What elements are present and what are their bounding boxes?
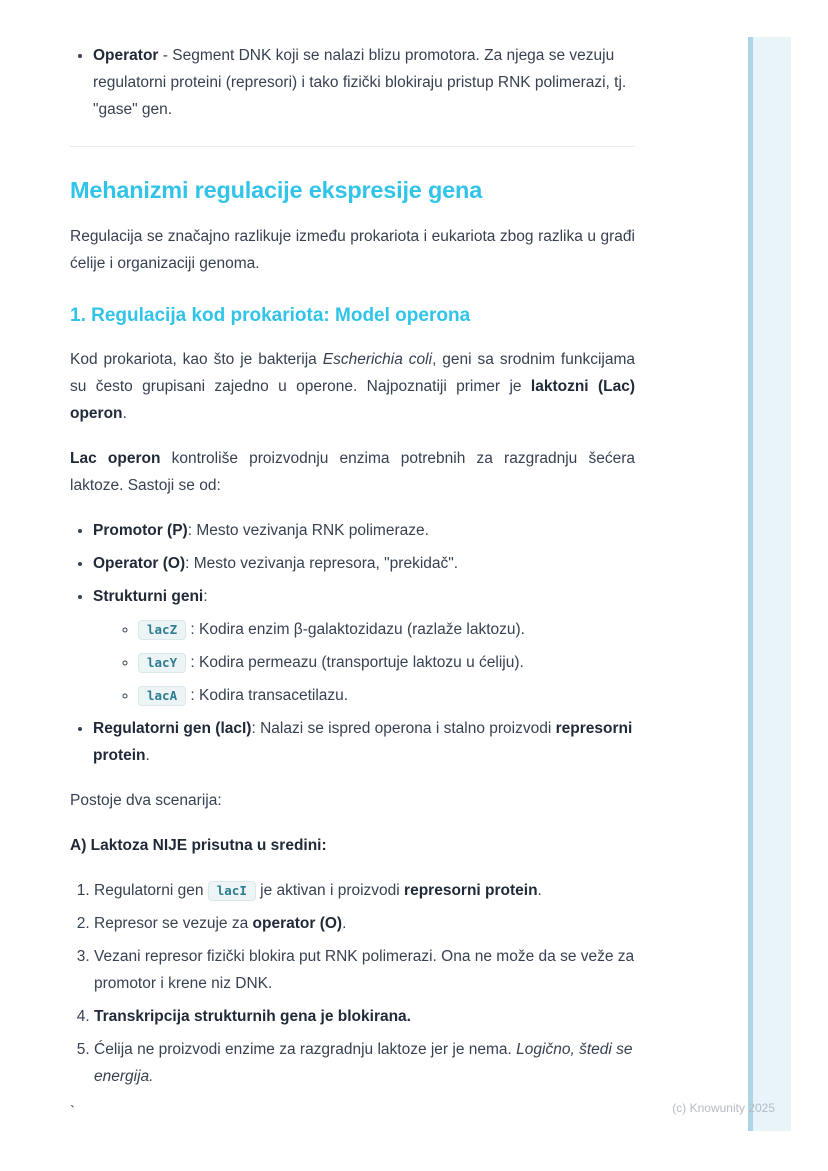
bold-text: operator (O) [252, 915, 343, 932]
operator-definition-list [70, 42, 635, 123]
component-bullet-item [93, 517, 635, 544]
text-run: : Mesto vezivanja RNK polimeraze. [187, 522, 429, 539]
page-edge-highlight-bar [748, 37, 791, 1131]
bold-text: represorni protein [93, 720, 633, 764]
text-run: Vezani represor fizički blokira put RNK polimerazi. Ona ne može da se veže za promotor i krene niz DNK. [94, 948, 635, 992]
italic-text: Logično, štedi se energija. [94, 1041, 633, 1085]
text-run: , geni sa srodnim funkcijama su često grupisani zajedno u operone. Najpoznatiji primer je [70, 351, 636, 395]
text-run: : Kodira enzim β-galaktozidazu (razlaže laktozu). [186, 621, 525, 638]
bold-text: Transkripcija strukturnih gena je blokirana. [94, 1008, 411, 1025]
text-run: je aktivan i proizvodi [255, 882, 405, 899]
sub-list-item [138, 682, 635, 709]
scenario-a-heading [70, 832, 635, 859]
prokaryote-paragraph-1 [70, 346, 635, 427]
step-item [94, 1036, 635, 1090]
inline-code-tag: lacA [138, 686, 186, 706]
text-run: Regulacija se značajno razlikuje između prokariota i eukariota zbog razlika u građi ćelije i organizaciji genoma. [70, 228, 635, 272]
step-item [94, 1003, 635, 1030]
bold-text: laktozni (Lac) operon [70, 378, 635, 422]
structural-genes-sub-list [93, 616, 635, 709]
text-run: : Kodira permeazu (transportuje laktozu u ćeliju). [186, 654, 524, 671]
bold-text: Lac operon [70, 450, 161, 467]
component-bullet-item [93, 715, 635, 769]
stray-backtick-mark: ` [70, 1103, 75, 1120]
text-run: Represor se vezuje za [94, 915, 253, 932]
bold-text: Regulatorni gen (lacI) [93, 720, 252, 737]
sub-list-item [138, 649, 635, 676]
step-item [94, 910, 635, 937]
lac-operon-components-list [70, 517, 635, 769]
text-run: . [342, 915, 347, 932]
text-run: : Mesto vezivanja represora, "prekidač". [185, 555, 459, 572]
inline-code-tag: lacI [208, 881, 256, 901]
scenarios-intro-paragraph [70, 787, 635, 814]
mechanisms-intro-paragraph [70, 223, 635, 277]
scenario-a-steps-list [70, 877, 635, 1090]
text-run: . [122, 405, 127, 422]
bold-text: A) Laktoza NIJE prisutna u sredini: [70, 837, 327, 854]
text-run: Postoje dva scenarija: [70, 792, 222, 809]
text-run: . [145, 747, 150, 764]
italic-text: Escherichia coli [322, 351, 433, 368]
inline-code-tag: lacY [138, 653, 186, 673]
footer-credit: (c) Knowunity 2025 [672, 1101, 775, 1115]
text-run: Regulatorni gen [94, 882, 208, 899]
notes-content [70, 36, 635, 1122]
bold-text: represorni protein [404, 882, 538, 899]
text-run: : [203, 588, 208, 605]
subsection-title-prokaryote: 1. Regulacija kod prokariota: Model operona [70, 305, 471, 326]
text-run: kontroliše proizvodnju enzima potrebnih za razgradnju šećera laktoze. Sastoji se od: [70, 450, 635, 494]
step-item [94, 877, 635, 904]
prokaryote-paragraph-2 [70, 445, 635, 499]
component-bullet-item [93, 550, 635, 577]
text-run: - Segment DNK koji se nalazi blizu promotora. Za njega se vezuju regulatorni proteini (represori) i tako fizički blokiraju pristup RNK polimerazi, tj. "gase" gen. [93, 47, 627, 118]
inline-code-tag: lacZ [138, 620, 186, 640]
bold-text: Promotor (P) [93, 522, 188, 539]
bold-text: Strukturni geni [93, 588, 204, 605]
component-bullet-item [93, 583, 635, 709]
text-run: : Nalazi se ispred operona i stalno proizvodi [251, 720, 556, 737]
sub-list-item [138, 616, 635, 643]
text-run: Ćelija ne proizvodi enzime za razgradnju laktoze jer je nema. [94, 1041, 517, 1058]
bullet-item [93, 42, 635, 123]
section-divider [70, 146, 635, 147]
section-title-mechanisms: Mehanizmi regulacije ekspresije gena [70, 177, 483, 203]
bold-text: Operator (O) [93, 555, 186, 572]
text-run: : Kodira transacetilazu. [186, 687, 349, 704]
text-run: . [537, 882, 542, 899]
step-item [94, 943, 635, 997]
text-run: Kod prokariota, kao što je bakterija [70, 351, 323, 368]
bold-text: Operator [93, 47, 159, 64]
